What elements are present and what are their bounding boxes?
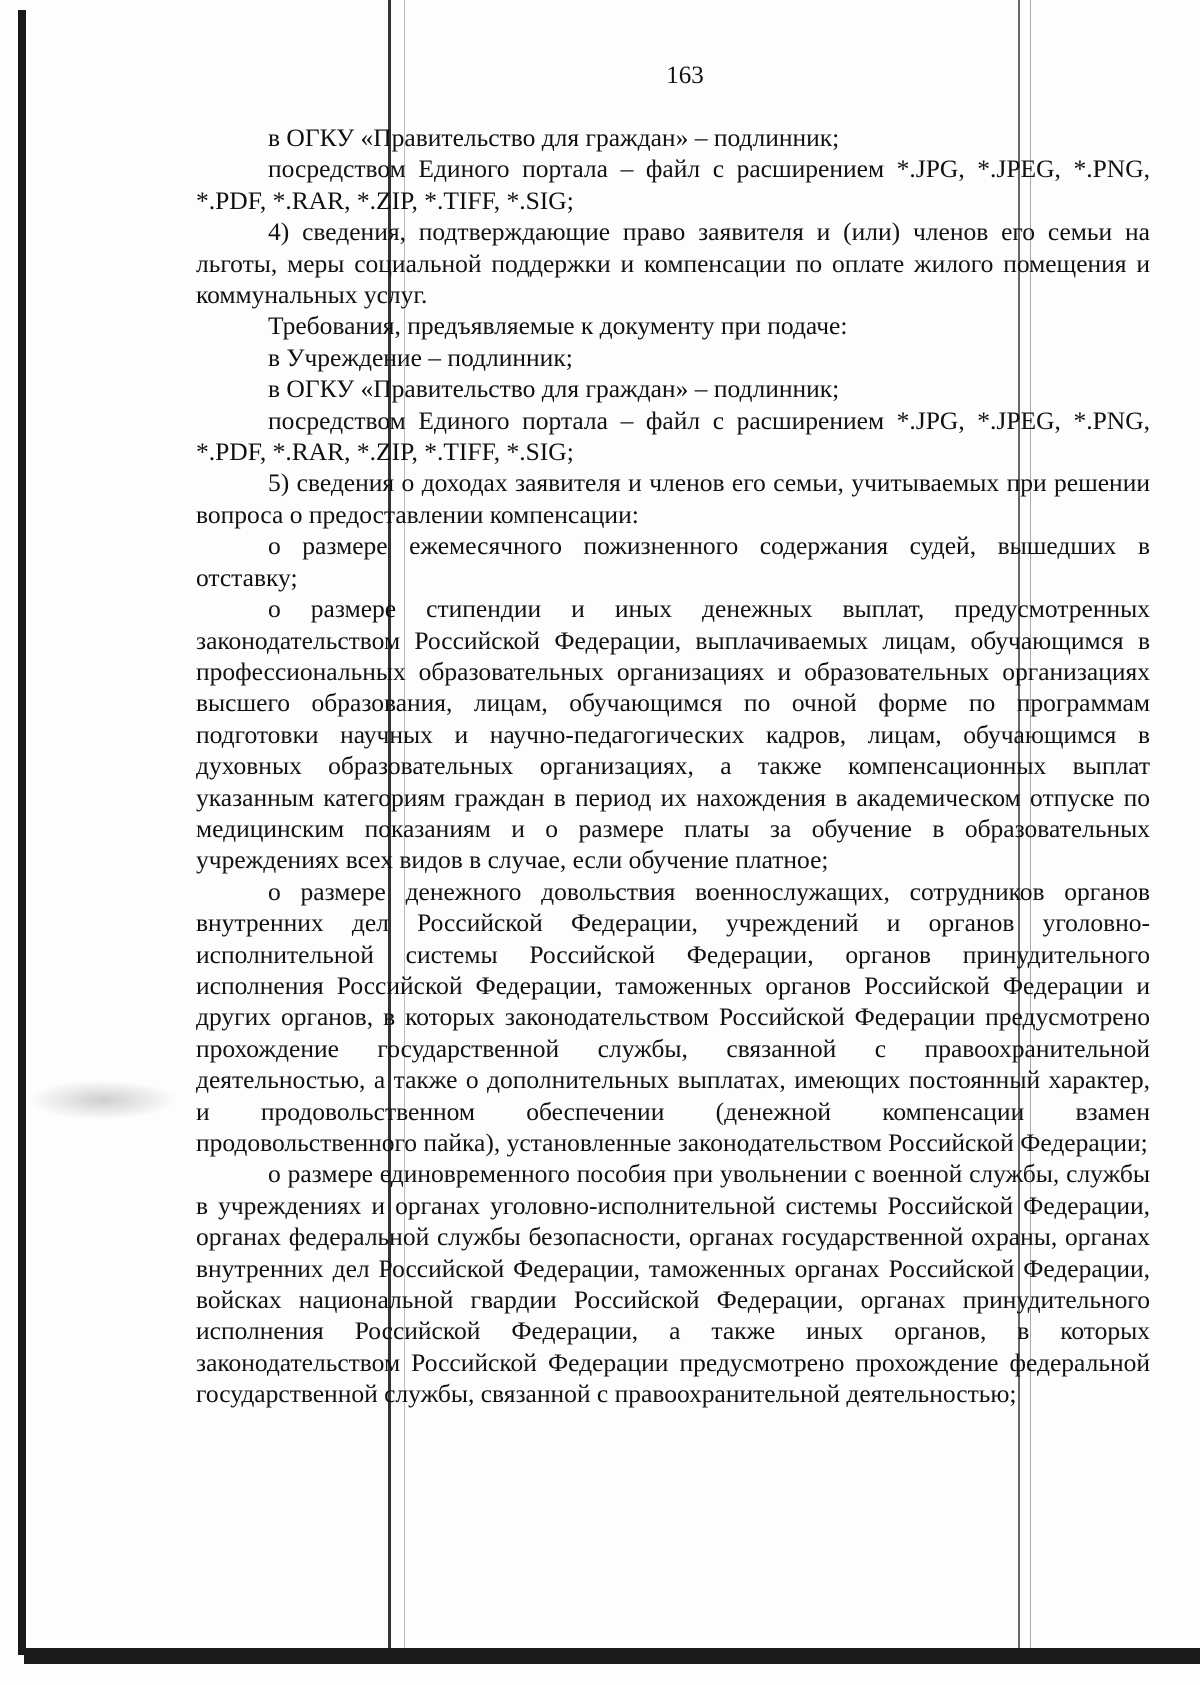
paragraph: о размере стипендии и иных денежных выплат, предусмотренных законодательством Российской Федерации, выплачиваемых лицам, обучающимся в профессиональных образовательных организациях и образовательных организациях высшего образования, лицам, обучающимся по очной форме по программам подготовки научных и научно-педагогических кадров, лицам, обучающимся в духовных образовательных организациях, а также компенсационных выплат указанным категориям граждан в период их нахождения в академическом отпуске по медицинским показаниям и о размере платы за обучение в образовательных учреждениях всех видов в случае, если обучение платное;: [196, 594, 1150, 875]
paragraph: о размере денежного довольствия военнослужащих, сотрудников органов внутренних дел Российской Федерации, учреждений и органов уголовно-исполнительной системы Российской Федерации, органов принудительного исполнения Российской Федерации, таможенных органов Российской Федерации и других органов, в которых законодательством Российской Федерации предусмотрено прохождение государственной службы, связанной с правоохранительной деятельностью, а также о дополнительных выплатах, имеющих постоянный характер, и продовольственном обеспечении (денежной компенсации взамен продовольственного пайка), установленные законодательством Российской Федерации;: [196, 876, 1150, 1157]
paragraph: в ОГКУ «Правительство для граждан» – подлинник;: [268, 374, 840, 404]
paragraph: в Учреждение – подлинник;: [268, 342, 573, 372]
paragraph: в ОГКУ «Правительство для граждан» – подлинник;: [268, 123, 840, 152]
scan-bottom-edge-artifact: [24, 1648, 1200, 1664]
paragraph: 4) сведения, подтверждающие право заявителя и (или) членов его семьи на льготы, меры социальной поддержки и компенсации по оплате жилого помещения и коммунальных услуг.: [196, 217, 1150, 310]
scan-smudge: [28, 1080, 178, 1120]
paragraph: о размере единовременного пособия при увольнении с военной службы, службы в учреждениях и органах уголовно-исполнительной системы Российской Федерации, органах федеральной службы безопасности, органах государственной охраны, органах внутренних дел Российской Федерации, таможенных органах Российской Федерации, войсках национальной гвардии Российской Федерации, органах принудительного исполнения Российской Федерации, а также иных органов, в которых законодательством Российской Федерации предусмотрено прохождение федеральной государственной службы, связанной с правоохранительной деятельностью;: [196, 1159, 1150, 1409]
document-body: [196, 122, 1150, 1410]
page-number: 163: [666, 62, 704, 89]
paragraph: Требования, предъявляемые к документу при подаче:: [268, 311, 848, 341]
paragraph: посредством Единого портала – файл с расширением *.JPG, *.JPEG, *.PNG, *.PDF, *.RAR, *.ZIP, *.TIFF, *.SIG;: [196, 405, 1150, 467]
scan-edge-artifact: [18, 10, 26, 1655]
paragraph: о размере ежемесячного пожизненного содержания судей, вышедших в отставку;: [196, 531, 1150, 592]
paragraph: 5) сведения о доходах заявителя и членов его семьи, учитываемых при решении вопроса о предоставлении компенсации:: [196, 468, 1150, 529]
paragraph: посредством Единого портала – файл с расширением *.JPG, *.JPEG, *.PNG, *.PDF, *.RAR, *.ZIP, *.TIFF, *.SIG;: [196, 154, 1150, 215]
